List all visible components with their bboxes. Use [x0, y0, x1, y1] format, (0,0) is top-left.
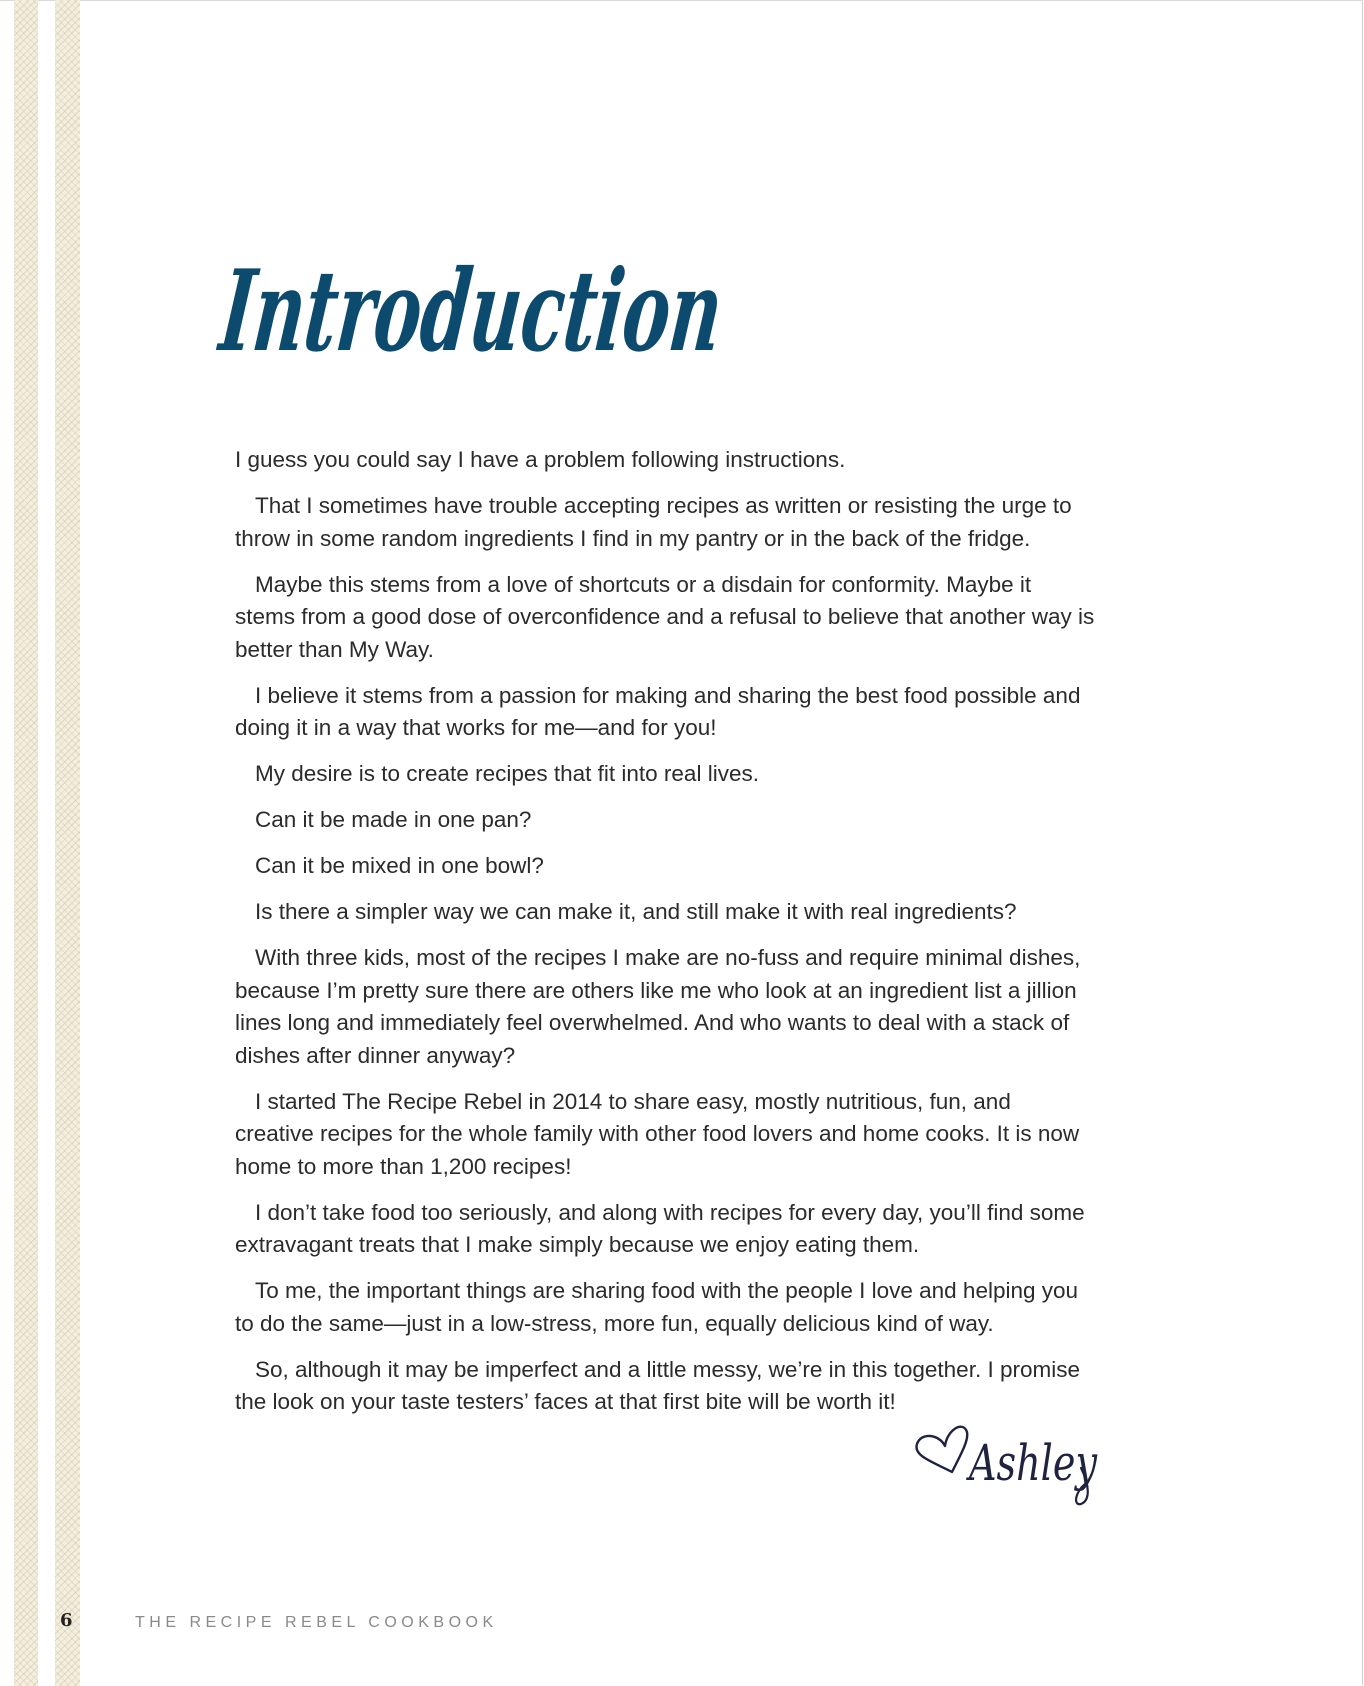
paragraph: That I sometimes have trouble accepting recipes as written or resisting the urge to throw in some random ingredients I find in my pantry or in the back of the fridge. — [235, 493, 1072, 551]
paragraph: Can it be mixed in one bowl? — [255, 853, 544, 878]
paragraph: My desire is to create recipes that fit into real lives. — [255, 761, 759, 786]
paragraph: Maybe this stems from a love of shortcuts or a disdain for conformity. Maybe it stems from a good dose of overconfidence and a refusal to believe that another way is better than My Way. — [235, 571, 1095, 662]
paragraph: I don’t take food too seriously, and along with recipes for every day, you’ll find some extravagant treats that I make simply because we enjoy eating them. — [235, 1199, 1085, 1257]
page-title — [214, 222, 1026, 382]
paragraph: I believe it stems from a passion for making and sharing the best food possible and doing it in a way that works for me—and for you! — [235, 682, 1081, 740]
page-title-text: Introduction — [214, 246, 1026, 377]
signature — [905, 1410, 1115, 1510]
decorative-stripe-right — [55, 0, 80, 1686]
paragraph: To me, the important things are sharing food with the people I love and helping you to do the same—just in a low-stress, more fun, equally delicious kind of way. — [235, 1278, 1079, 1336]
paragraph: I guess you could say I have a problem following instructions. — [235, 447, 846, 472]
paragraph: Is there a simpler way we can make it, and still make it with real ingredients? — [255, 899, 1017, 924]
decorative-stripe-left — [14, 0, 38, 1686]
introduction-body — [235, 444, 1095, 1432]
paragraph: So, although it may be imperfect and a little messy, we’re in this together. I promise the look on your taste testers’ faces at that first bite will be worth it! — [235, 1356, 1080, 1414]
signature-text: Ashley — [965, 1434, 1098, 1492]
page-number: 6 — [60, 1610, 73, 1631]
paragraph: Can it be made in one pan? — [255, 807, 532, 832]
paragraph: I started The Recipe Rebel in 2014 to share easy, mostly nutritious, fun, and creative recipes for the whole family with other food lovers and home cooks. It is now home to more than 1,200 recipes! — [235, 1088, 1080, 1179]
heart-icon — [916, 1427, 967, 1472]
paragraph: With three kids, most of the recipes I make are no-fuss and require minimal dishes, because I’m pretty sure there are others like me who look at an ingredient list a jillion lines long and immediately feel overwhelmed. And who wants to deal with a stack of dishes after dinner anyway? — [235, 945, 1081, 1068]
running-footer-title: THE RECIPE REBEL COOKBOOK — [135, 1614, 498, 1631]
